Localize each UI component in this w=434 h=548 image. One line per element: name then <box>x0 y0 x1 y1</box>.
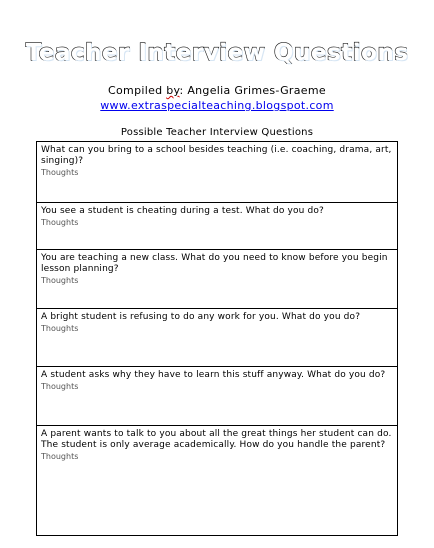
question-text: A bright student is refusing to do any work for you. What do you do? <box>41 312 361 322</box>
question-text: What can you bring to a school besides teaching (i.e. coaching, drama, art, singing)? <box>41 145 392 166</box>
compiled-author: : Angelia Grimes-Graeme <box>179 84 326 97</box>
table-caption: Possible Teacher Interview Questions <box>120 127 314 138</box>
question-text: You see a student is cheating during a test. What do you do? <box>41 206 324 216</box>
compiled-by-line <box>0 84 434 97</box>
thoughts-field[interactable]: Thoughts <box>41 276 79 285</box>
website-link[interactable]: www.extraspecialteaching.blogspot.com <box>100 99 334 112</box>
table-row <box>37 426 397 535</box>
question-text: A student asks why they have to learn this stuff anyway. What do you do? <box>41 370 386 380</box>
table-row <box>37 142 397 203</box>
question-text: You are teaching a new class. What do you need to know before you begin lesson planning? <box>41 253 388 274</box>
table-row <box>37 367 397 426</box>
table-row <box>37 203 397 250</box>
question-text: A parent wants to talk to you about all the great things her student can do. The student is only average academically. How do you handle the parent? <box>41 429 392 450</box>
compiled-by-word: by <box>166 84 180 97</box>
questions-table <box>36 141 398 536</box>
thoughts-field[interactable]: Thoughts <box>41 382 79 391</box>
table-row <box>37 309 397 367</box>
thoughts-field[interactable]: Thoughts <box>41 218 79 227</box>
compiled-prefix: Compiled <box>108 84 167 97</box>
table-row <box>37 250 397 309</box>
page-title: Teacher Interview Questions <box>25 40 409 66</box>
thoughts-field[interactable]: Thoughts <box>41 324 79 333</box>
thoughts-field[interactable]: Thoughts <box>41 168 79 177</box>
thoughts-field[interactable]: Thoughts <box>41 452 79 461</box>
